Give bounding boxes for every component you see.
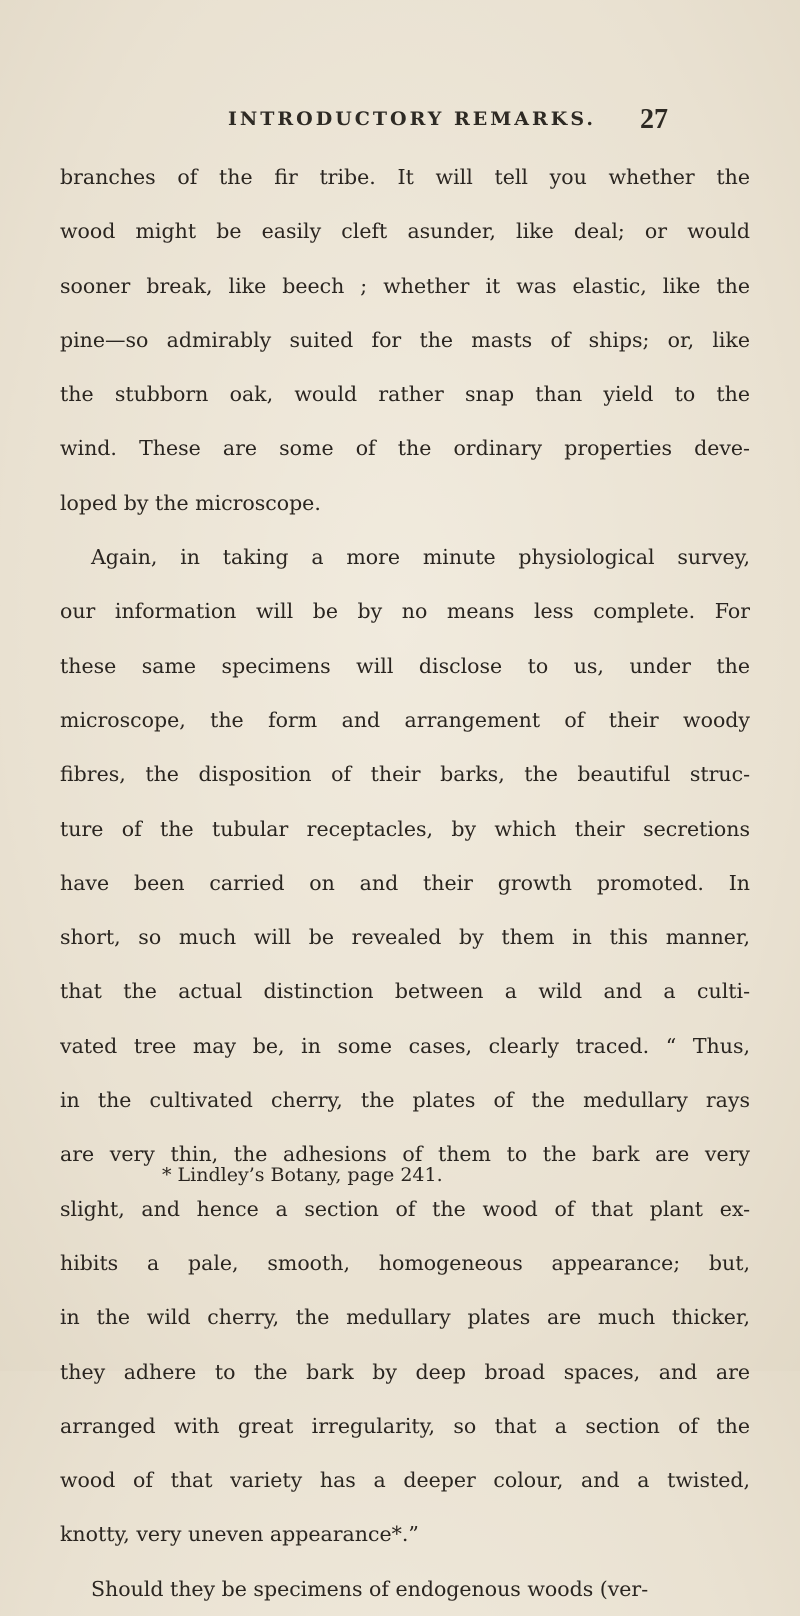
text-line: Should they be specimens of endogenous woods (ver- bbox=[91, 1576, 649, 1601]
text-line: ture of the tubular receptacles, by which their secretions bbox=[60, 816, 750, 841]
text-line: pine—so admirably suited for the masts of ships; or, like bbox=[60, 327, 750, 352]
text-line: in the cultivated cherry, the plates of the medullary rays bbox=[60, 1088, 750, 1113]
text-line: loped by the microscope. bbox=[60, 490, 321, 515]
page-number: 27 bbox=[640, 104, 668, 135]
text-line: vated tree may be, in some cases, clearly traced. “ Thus, bbox=[60, 1033, 750, 1058]
body-text bbox=[60, 150, 750, 1616]
text-line: they adhere to the bark by deep broad spaces, and are bbox=[60, 1359, 750, 1384]
text-line: have been carried on and their growth promoted. In bbox=[60, 870, 750, 895]
text-line: Again, in taking a more minute physiological survey, bbox=[91, 545, 750, 570]
text-line: wind. These are some of the ordinary properties deve- bbox=[60, 436, 750, 461]
text-line: slight, and hence a section of the wood of that plant ex- bbox=[60, 1196, 750, 1221]
text-line: branches of the fir tribe. It will tell you whether the bbox=[60, 165, 750, 189]
running-head bbox=[220, 104, 680, 140]
text-line: are very thin, the adhesions of them to the bark are very bbox=[60, 1142, 750, 1167]
text-line: these same specimens will disclose to us, under the bbox=[60, 653, 750, 678]
text-line: arranged with great irregularity, so that a section of the bbox=[60, 1413, 750, 1438]
text-line: that the actual distinction between a wild and a culti- bbox=[60, 979, 750, 1004]
text-line: hibits a pale, smooth, homogeneous appearance; but, bbox=[60, 1250, 750, 1275]
text-line: sooner break, like beech ; whether it was elastic, like the bbox=[60, 273, 750, 298]
text-line: knotty, very uneven appearance*.” bbox=[60, 1522, 419, 1547]
running-title: INTRODUCTORY REMARKS. bbox=[228, 108, 596, 130]
text-line: in the wild cherry, the medullary plates are much thicker, bbox=[60, 1305, 750, 1330]
text-line: fibres, the disposition of their barks, the beautiful struc- bbox=[60, 762, 750, 787]
text-line: microscope, the form and arrangement of their woody bbox=[60, 707, 750, 732]
text-line: the stubborn oak, would rather snap than yield to the bbox=[60, 382, 750, 407]
footnote: * Lindley’s Botany, page 241. bbox=[162, 1164, 443, 1186]
text-line: our information will be by no means less complete. For bbox=[60, 599, 750, 624]
text-line: wood of that variety has a deeper colour, and a twisted, bbox=[60, 1468, 750, 1493]
text-line: wood might be easily cleft asunder, like deal; or would bbox=[60, 219, 750, 244]
text-line: short, so much will be revealed by them in this manner, bbox=[60, 925, 750, 950]
